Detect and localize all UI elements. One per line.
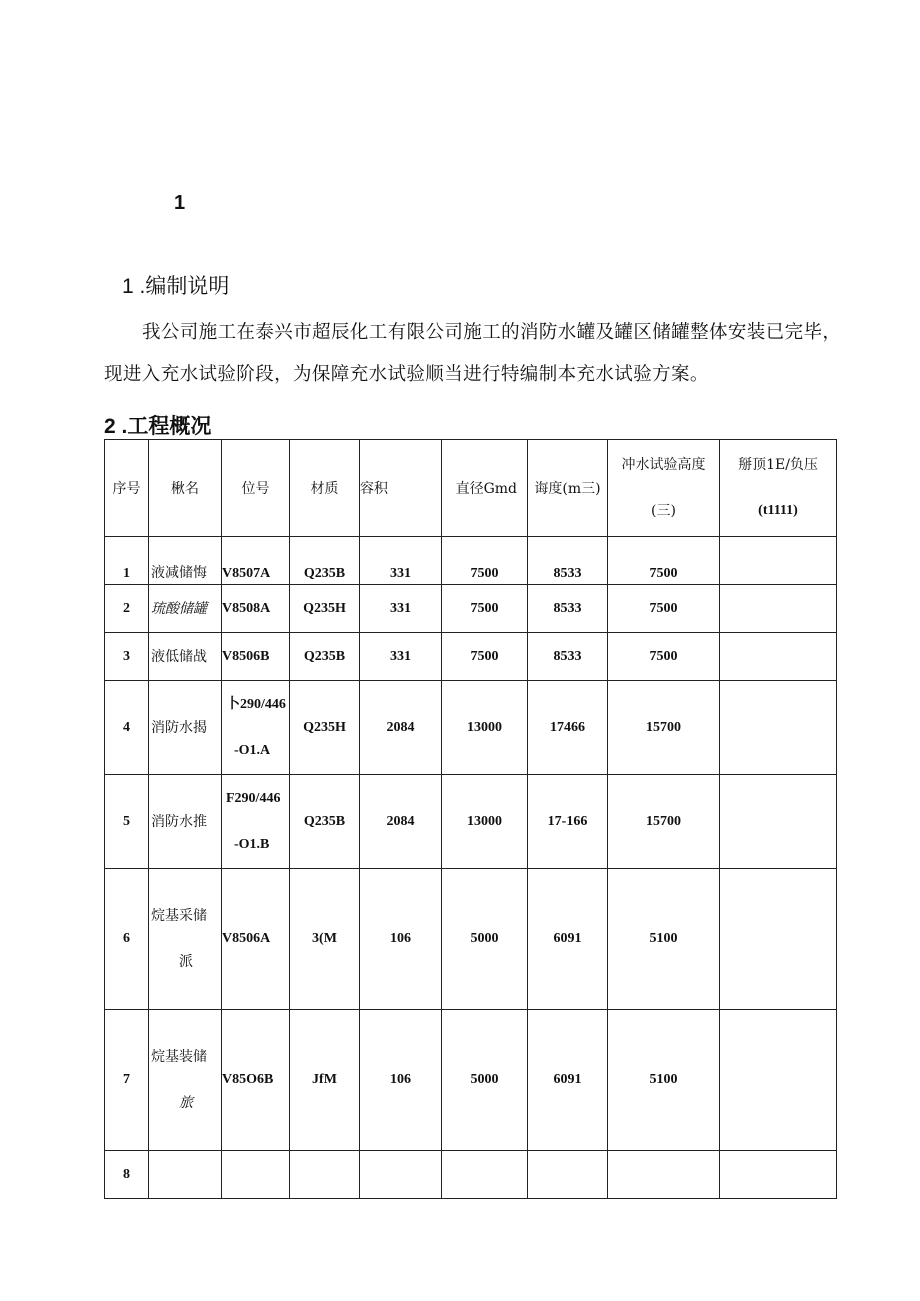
cell-material bbox=[290, 1151, 360, 1199]
cell-position-line-2: -O1.B bbox=[234, 836, 270, 852]
page-number: 1 bbox=[174, 192, 186, 214]
cell-no: 2 bbox=[105, 585, 149, 633]
cell-name bbox=[149, 1151, 222, 1199]
cell-height: 6091 bbox=[528, 869, 608, 1010]
cell-name: 液减储悔 bbox=[149, 537, 222, 585]
header-test-height-label: 冲水试验高度 bbox=[621, 457, 706, 473]
cell-name-line-2: 旅 bbox=[179, 1095, 193, 1111]
cell-test-height: 7500 bbox=[608, 585, 720, 633]
table-row bbox=[105, 585, 837, 633]
cell-position bbox=[222, 681, 290, 775]
cell-material: 3(M bbox=[290, 869, 360, 1010]
table-row bbox=[105, 775, 837, 869]
cell-name: 消防水推 bbox=[149, 775, 222, 869]
section-1-paragraph: 我公司施工在泰兴市超辰化工有限公司施工的消防水罐及罐区储罐整体安装已完毕，现进入充水试验阶段，为保障充水试验顺当进行特编制本充水试验方案。 bbox=[104, 322, 842, 385]
tank-spec-table bbox=[104, 439, 837, 1199]
cell-height: 8533 bbox=[528, 537, 608, 585]
cell-pressure bbox=[720, 585, 837, 633]
cell-material: Q235H bbox=[290, 585, 360, 633]
cell-no: 6 bbox=[105, 869, 149, 1010]
cell-name: 琉酸储罐 bbox=[149, 585, 222, 633]
cell-position: V85O6B bbox=[222, 1010, 290, 1151]
section-1-heading: 1 .编制说明 bbox=[122, 275, 230, 298]
cell-material: JfM bbox=[290, 1010, 360, 1151]
cell-test-height bbox=[608, 1151, 720, 1199]
cell-material: Q235B bbox=[290, 633, 360, 681]
section-2-heading: 2 .工程概况 bbox=[104, 415, 212, 438]
cell-volume: 2084 bbox=[360, 681, 442, 775]
cell-position: V8508A bbox=[222, 585, 290, 633]
cell-position-line-1: 卜290/446 bbox=[226, 696, 286, 712]
cell-height: 6091 bbox=[528, 1010, 608, 1151]
cell-name bbox=[149, 869, 222, 1010]
header-height: 诲度(m三) bbox=[528, 440, 608, 537]
header-pressure-label: 掰顶1E/负压 bbox=[738, 457, 818, 473]
cell-height: 17-166 bbox=[528, 775, 608, 869]
cell-position: V8507A bbox=[222, 537, 290, 585]
cell-test-height: 15700 bbox=[608, 775, 720, 869]
cell-pressure bbox=[720, 869, 837, 1010]
cell-material: Q235H bbox=[290, 681, 360, 775]
cell-position bbox=[222, 775, 290, 869]
cell-test-height: 5100 bbox=[608, 869, 720, 1010]
cell-pressure bbox=[720, 1010, 837, 1151]
cell-height: 17466 bbox=[528, 681, 608, 775]
header-material: 材质 bbox=[290, 440, 360, 537]
header-volume: 容积 bbox=[360, 440, 442, 537]
cell-name-line-1: 烷基装储 bbox=[151, 1049, 207, 1065]
cell-no: 8 bbox=[105, 1151, 149, 1199]
cell-name bbox=[149, 1010, 222, 1151]
cell-volume: 2084 bbox=[360, 775, 442, 869]
cell-diameter: 13000 bbox=[442, 681, 528, 775]
cell-test-height: 7500 bbox=[608, 537, 720, 585]
table-row bbox=[105, 869, 837, 1010]
cell-position-line-1: F290/446 bbox=[226, 790, 281, 806]
cell-volume: 331 bbox=[360, 633, 442, 681]
header-test-height bbox=[608, 440, 720, 537]
header-test-height-unit: (三) bbox=[651, 503, 676, 519]
cell-pressure bbox=[720, 633, 837, 681]
cell-material: Q235B bbox=[290, 537, 360, 585]
cell-no: 4 bbox=[105, 681, 149, 775]
cell-material: Q235B bbox=[290, 775, 360, 869]
cell-test-height: 5100 bbox=[608, 1010, 720, 1151]
header-position: 位号 bbox=[222, 440, 290, 537]
cell-volume bbox=[360, 1151, 442, 1199]
cell-position bbox=[222, 1151, 290, 1199]
cell-name-line-2: 派 bbox=[179, 954, 193, 970]
table-header-row bbox=[105, 440, 837, 537]
cell-volume: 331 bbox=[360, 585, 442, 633]
table-row bbox=[105, 1010, 837, 1151]
cell-volume: 106 bbox=[360, 869, 442, 1010]
header-name: 楸名 bbox=[149, 440, 222, 537]
cell-no: 5 bbox=[105, 775, 149, 869]
cell-position: V8506A bbox=[222, 869, 290, 1010]
table-row bbox=[105, 681, 837, 775]
cell-position: V8506B bbox=[222, 633, 290, 681]
cell-no: 1 bbox=[105, 537, 149, 585]
cell-diameter bbox=[442, 1151, 528, 1199]
cell-diameter: 13000 bbox=[442, 775, 528, 869]
table-row bbox=[105, 633, 837, 681]
cell-no: 3 bbox=[105, 633, 149, 681]
cell-pressure bbox=[720, 775, 837, 869]
cell-diameter: 7500 bbox=[442, 585, 528, 633]
cell-volume: 331 bbox=[360, 537, 442, 585]
cell-height: 8533 bbox=[528, 633, 608, 681]
cell-diameter: 7500 bbox=[442, 537, 528, 585]
cell-name: 液低储战 bbox=[149, 633, 222, 681]
cell-name: 消防水揭 bbox=[149, 681, 222, 775]
cell-test-height: 7500 bbox=[608, 633, 720, 681]
cell-height: 8533 bbox=[528, 585, 608, 633]
cell-pressure bbox=[720, 681, 837, 775]
header-pressure bbox=[720, 440, 837, 537]
cell-volume: 106 bbox=[360, 1010, 442, 1151]
table-row bbox=[105, 1151, 837, 1199]
cell-position-line-2: -O1.A bbox=[234, 742, 271, 758]
cell-test-height: 15700 bbox=[608, 681, 720, 775]
cell-name-line-1: 烷基采储 bbox=[151, 908, 207, 924]
cell-pressure bbox=[720, 1151, 837, 1199]
cell-diameter: 5000 bbox=[442, 869, 528, 1010]
cell-diameter: 7500 bbox=[442, 633, 528, 681]
header-pressure-unit: (t1111) bbox=[758, 503, 798, 518]
cell-no: 7 bbox=[105, 1010, 149, 1151]
header-no: 序号 bbox=[105, 440, 149, 537]
cell-diameter: 5000 bbox=[442, 1010, 528, 1151]
cell-height bbox=[528, 1151, 608, 1199]
header-diameter: 直径Gmd bbox=[442, 440, 528, 537]
table-row bbox=[105, 537, 837, 585]
cell-pressure bbox=[720, 537, 837, 585]
